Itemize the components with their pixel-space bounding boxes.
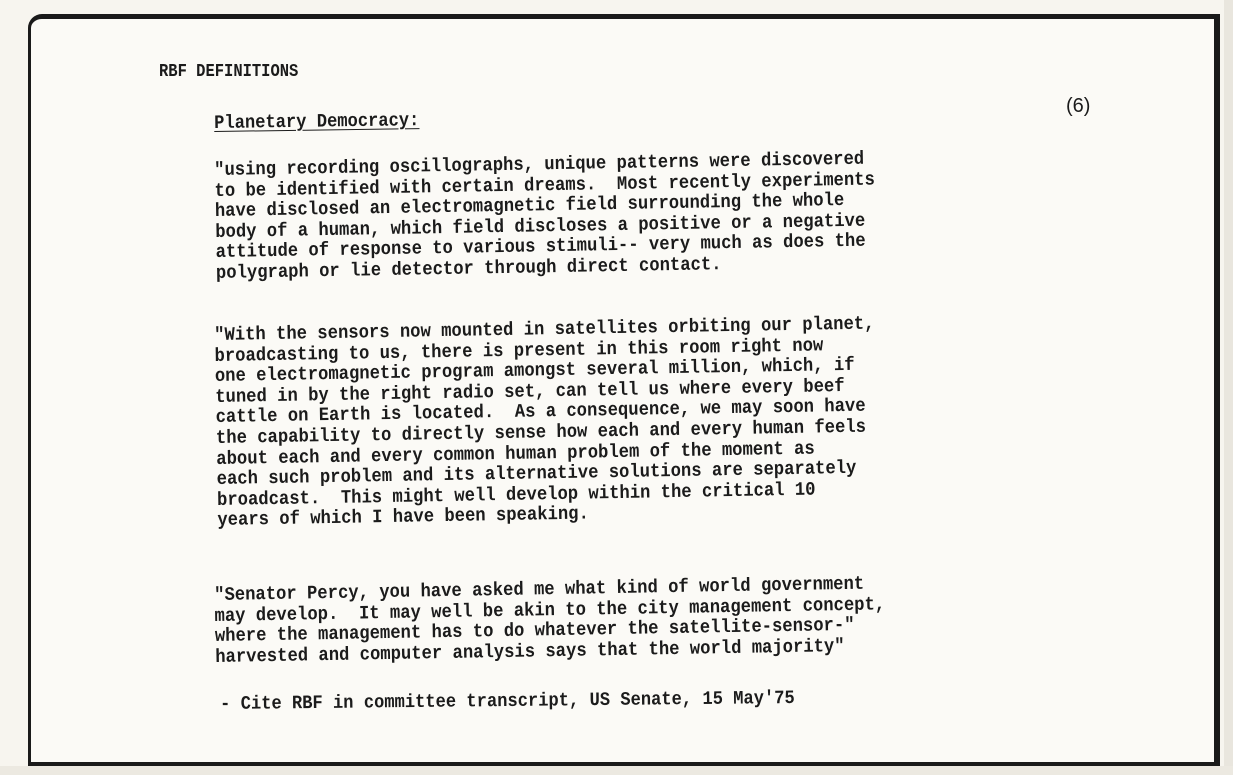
- quote-paragraph-2: "With the sensors now mounted in satellites orbiting our planet, broadcasting to us, there is present in this room right now one electromagnetic program amongst several million, which, if tuned in by the right radio set, can tell us where every beef cattle on Earth is located. As a consequence, we may soon have the capability to directly sense how each and every human feels about each and every common human problem of the moment as each such problem and its alternative solutions are separately broadcast. This might well develop within the critical 10 years of which I have been speaking.: [213, 312, 875, 532]
- citation-line: - Cite RBF in committee transcript, US Senate, 15 May'75: [220, 686, 795, 715]
- document-heading: RBF DEFINITIONS: [159, 62, 299, 82]
- quote-paragraph-3: "Senator Percy, you have asked me what kind of world government may develop. It may well be akin to the city management concept, where the management has to do whatever the satellite-sensor-" harvested and computer analysis says that the world majority": [213, 572, 886, 668]
- page-right-edge: [1224, 0, 1233, 775]
- section-subheading: Planetary Democracy:: [214, 109, 420, 134]
- page-bottom-edge: [0, 766, 1233, 775]
- quote-paragraph-1: "using recording oscillographs, unique patterns were discovered to be identified with certain dreams. Most recently experiments have disclosed an electromagnetic field surrounding the whole body of a human, which field discloses a positive or a negative attitude of response to various stimuli-- very much as does the polygraph or lie detector through direct contact.: [213, 147, 876, 284]
- page-number: (6): [1066, 95, 1091, 117]
